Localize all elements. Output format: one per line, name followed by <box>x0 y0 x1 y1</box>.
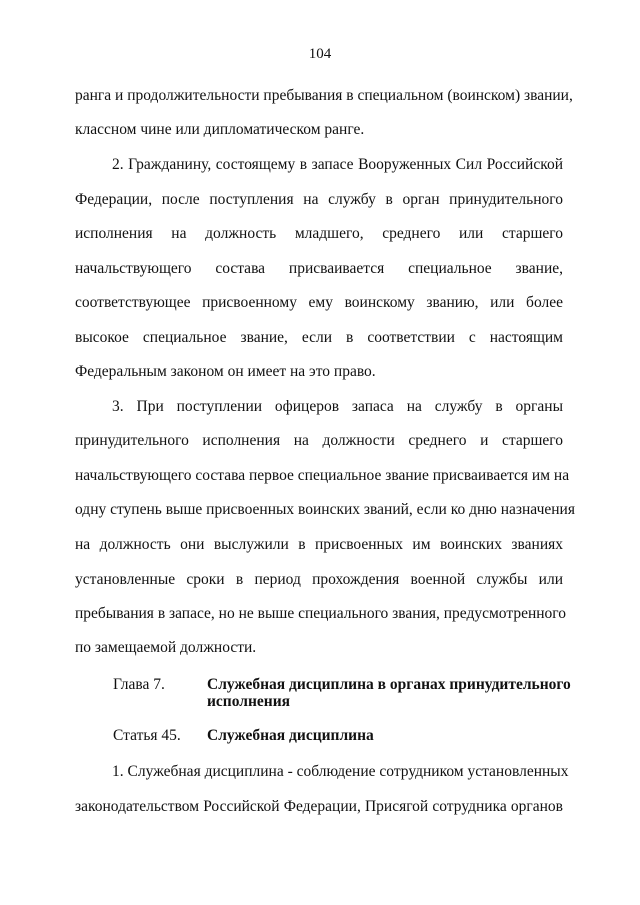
text-line: классном чине или дипломатическом ранге. <box>75 121 365 138</box>
article-title: Служебная дисциплина <box>207 727 374 744</box>
text-line: 1. Служебная дисциплина - соблюдение сотрудником установленных <box>112 763 569 780</box>
text-line: Федеральным законом он имеет на это право. <box>75 363 376 380</box>
text-line: 3. При поступлении офицеров запаса на службу в органы <box>112 398 563 415</box>
text-line: на должность они выслужили в присвоенных им воинских званиях <box>75 536 563 553</box>
text-line: пребывания в запасе, но не выше специального звания, предусмотренного <box>75 605 567 622</box>
text-line: Федерации, после поступления на службу в орган принудительного <box>75 191 563 208</box>
text-line: установленные сроки в период прохождения военной службы или <box>75 571 563 588</box>
text-line: соответствующее присвоенному ему воинскому званию, или более <box>75 294 563 311</box>
article-label: Статья 45. <box>113 727 181 744</box>
text-line: по замещаемой должности. <box>75 639 257 656</box>
text-line: ранга и продолжительности пребывания в специальном (воинском) звании, <box>75 87 573 104</box>
text-line: начальствующего состава первое специальное звание присваивается им на <box>75 467 570 484</box>
chapter-label: Глава 7. <box>113 676 165 693</box>
chapter-title-line: Служебная дисциплина в органах принудительного <box>207 676 571 693</box>
text-line: законодательством Российской Федерации, Присягой сотрудника органов <box>75 798 563 815</box>
chapter-title-line: исполнения <box>207 693 291 710</box>
text-line: принудительного исполнения на должности среднего и старшего <box>75 432 563 449</box>
text-line: исполнения на должность младшего, среднего или старшего <box>75 225 563 242</box>
text-line: начальствующего состава присваивается специальное звание, <box>75 260 563 277</box>
text-line: одну ступень выше присвоенных воинских званий, если ко дню назначения <box>75 501 575 518</box>
page-number: 104 <box>308 46 332 62</box>
text-line: высокое специальное звание, если в соответствии с настоящим <box>75 329 563 346</box>
text-line: 2. Гражданину, состоящему в запасе Вооруженных Сил Российской <box>112 156 563 173</box>
